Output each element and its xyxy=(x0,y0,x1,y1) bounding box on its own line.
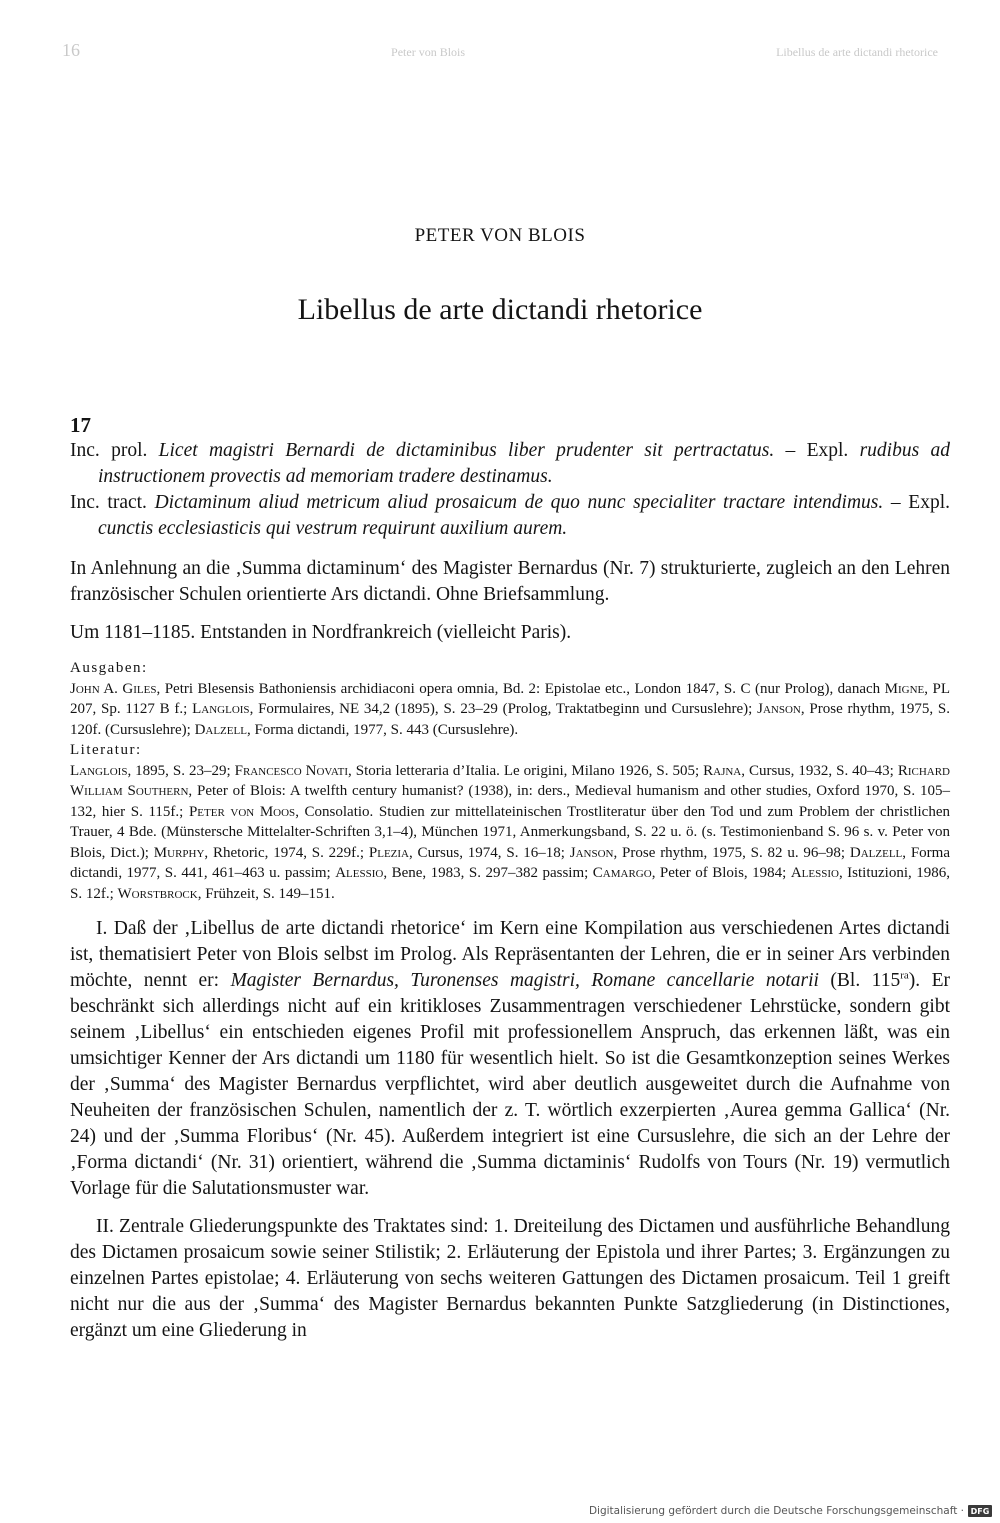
entry-number: 17 xyxy=(70,413,91,437)
running-head-right: Libellus de arte dictandi rhetorice xyxy=(776,45,938,59)
entry-body xyxy=(70,412,950,1344)
incipit-tract-text: Dictaminum aliud metricum aliud prosaicum de quo nunc specialiter tractare intendimus. xyxy=(154,492,884,513)
dfg-logo-icon: DFG xyxy=(968,1505,992,1517)
editions-label: Ausgaben: xyxy=(70,660,148,676)
incipit-tract-expl: cunctis ecclesiasticis qui vestrum requirunt auxilium aurem. xyxy=(98,518,568,539)
incipit-prol-expl: rudibus ad instructionem provectis ad memoriam tradere destinamus. xyxy=(98,440,950,487)
work-title: Libellus de arte dictandi rhetorice xyxy=(297,293,703,326)
editions-text: John A. Giles, Petri Blesensis Bathoniensis archidiaconi opera omnia, Bd. 2: Epistolae etc., London 1847, S. C (nur Prolog), danach Migne, PL 207, Sp. 1127 B f.; Langlois, Formulaires, NE 34,2 (1895), S. 23–29 (Prolog, Traktatbeginn und Cursuslehre); Janson, Prose rhythm, 1975, S. 120f. (Cursuslehre); Dalzell, Forma dictandi, 1977, S. 443 (Cursuslehre). xyxy=(70,680,951,738)
date-line: Um 1181–1185. Entstanden in Nordfrankreich (vielleicht Paris). xyxy=(70,622,572,643)
literature-text: Langlois, 1895, S. 23–29; Francesco Novati, Storia letteraria d’Italia. Le origini, Milano 1926, S. 505; Rajna, Cursus, 1932, S. 40–43; Richard William Southern, Peter of Blois: A twelfth century humanist? (1938), in: ders., Medieval humanism and other studies, Oxford 1970, S. 105–132, hier S. 115f.; Peter von Moos, Consolatio. Studien zur mittellateinischen Trostliteratur über den Tod und zum Problem der christlichen Trauer, 4 Bde. (Münstersche Mittelalter-Schriften 3,1–4), München 1971, Anmerkungsband, S. 22 u. ö. (s. Testimonienband S. 96 s. v. Peter von Blois, Dict.); Murphy, Rhetoric, 1974, S. 229f.; Plezia, Cursus, 1974, S. 16–18; Janson, Prose rhythm, 1975, S. 82 u. 96–98; Dalzell, Forma dictandi, 1977, S. 441, 461–463 u. passim; Alessio, Bene, 1983, S. 297–382 passim; Camargo, Peter of Blois, 1984; Alessio, Istituzioni, 1986, S. 12f.; Worstbrock, Frühzeit, S. 149–151. xyxy=(70,762,951,902)
author-heading: PETER VON BLOIS xyxy=(414,225,586,246)
description-paragraph: In Anlehnung an die ‚Summa dictaminum‘ des Magister Bernardus (Nr. 7) strukturierte, zugleich an den Lehren französischer Schulen orientierte Ars dictandi. Ohne Briefsammlung. xyxy=(70,558,950,605)
digitization-footer xyxy=(589,1505,992,1517)
running-head xyxy=(62,40,938,64)
incipit-prol-label: Inc. prol. xyxy=(70,440,148,461)
running-head-center: Peter von Blois xyxy=(391,45,466,59)
section-one-paragraph: I. Daß der ‚Libellus de arte dictandi rhetorice‘ im Kern eine Kompilation aus verschiedenen Artes dictandi ist, thematisiert Peter von Blois selbst im Prolog. Als Repräsentanten der Lehren, die er in seiner Ars verbinden möchte, nennt er: Magister Bernardus, Turonenses magistri, Romane cancellarie notarii (Bl. $115^{ra}$). Er beschränkt sich allerdings nicht auf ein kritikloses Zusammentragen verschiedener Lehrstücke, sondern gibt seinem ‚Libellus‘ ein entschieden eigenes Profil mit professionellem Anspruch, das erkennen läßt, was ein umsichtiger Kenner der Ars dictandi um 1180 für wesentlich hielt. So ist die Gesamtkonzeption seines Werkes der ‚Summa‘ des Magister Bernardus verpflichtet, wird aber deutlich ausgeweitet durch die Aufnahme von Neuheiten der französischen Schulen, namentlich der z. T. wörtlich exzerpierten ‚Aurea gemma Gallica‘ (Nr. 24) und der ‚Summa Floribus‘ (Nr. 45). Außerdem integriert ist eine Cursuslehre, die sich an der Lehre der ‚Forma dictandi‘ (Nr. 31) orientiert, während die ‚Summa dictaminis‘ Rudolfs von Tours (Nr. 19) vermutlich Vorlage für die Salutationsmuster war. xyxy=(70,918,950,1199)
page-number: 16 xyxy=(62,40,80,60)
literature-label: Literatur: xyxy=(70,742,142,758)
incipit-tract-label: Inc. tract. xyxy=(70,492,147,513)
footer-text: Digitalisierung gefördert durch die Deutsche Forschungsgemeinschaft · xyxy=(588,1505,964,1517)
incipit-tract-sep: – Expl. xyxy=(883,492,950,513)
incipit-prol-sep: – Expl. xyxy=(774,440,849,461)
incipit-tract xyxy=(70,490,950,542)
incipit-prologue xyxy=(70,438,950,490)
section-two-paragraph: II. Zentrale Gliederungspunkte des Traktates sind: 1. Dreiteilung des Dictamen und ausführliche Behandlung des Dictamen prosaicum sowie seiner Stilistik; 2. Erläuterung der Epistola und ihrer Partes; 3. Ergänzungen zu einzelnen Partes epistolae; 4. Erläuterung von sechs weiteren Gattungen des Dictamen prosaicum. Teil 1 greift nicht nur die aus der ‚Summa‘ des Magister Bernardus bekannten Punkte Satzgliederung (in Distinctiones, ergänzt um eine Gliederung in xyxy=(70,1216,950,1341)
incipit-prol-text: Licet magistri Bernardi de dictaminibus liber prudenter sit pertractatus. xyxy=(158,440,775,461)
